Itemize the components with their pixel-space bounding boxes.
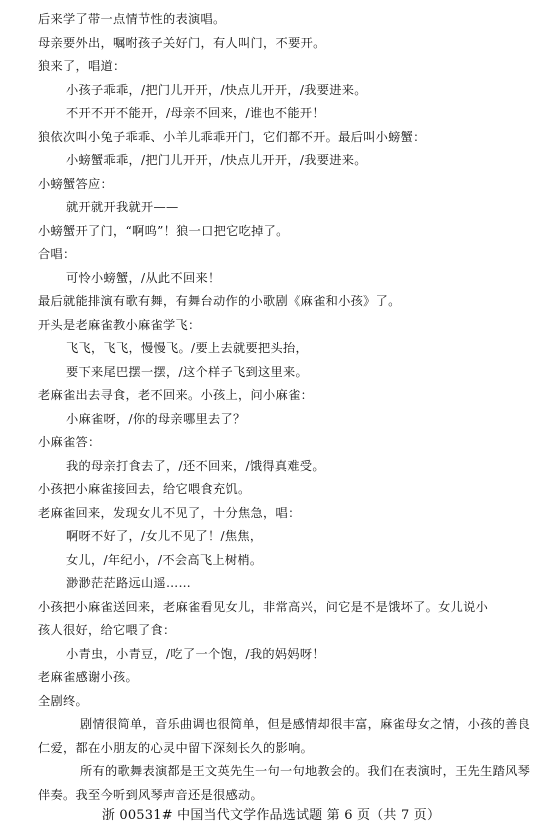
text-line: 小螃蟹答应： bbox=[38, 176, 114, 191]
text-line: 孩人很好，给它喂了食： bbox=[38, 623, 176, 637]
text-line: 就开就开我就开—— bbox=[66, 200, 179, 214]
text-line: 所有的歌舞表演都是王文英先生一句一句地教会的。我们在表演时，王先生踏风琴 bbox=[80, 764, 531, 778]
text-line: 小麻雀答： bbox=[38, 435, 101, 449]
text-line: 合唱： bbox=[38, 247, 76, 261]
text-line: 老麻雀回来，发现女儿不见了，十分焦急，唱： bbox=[38, 505, 301, 520]
text-line: 小螃蟹乖乖，/把门儿开开，/快点儿开开，/我要进来。 bbox=[66, 153, 367, 167]
text-line: 剧情很简单，音乐曲调也很简单，但是感情却很丰富，麻雀母女之情，小孩的善良 bbox=[80, 717, 531, 731]
text-body bbox=[0, 8, 542, 807]
text-line: 伴奏。我至今听到风琴声音还是很感动。 bbox=[38, 787, 264, 802]
text-line: 全剧终。 bbox=[38, 693, 89, 708]
text-line: 小青虫，小青豆，/吃了一个饱，/我的妈妈呀！ bbox=[66, 646, 325, 661]
text-line: 小孩子乖乖，/把门儿开开，/快点儿开开，/我要进来。 bbox=[66, 82, 367, 97]
text-line: 小孩把小麻雀送回来，老麻雀看见女儿，非常高兴，问它是不是饿坏了。女儿说小 bbox=[38, 599, 489, 614]
page-footer: 浙 00531# 中国当代文学作品选试题 第 6 页（共 7 页） bbox=[101, 808, 441, 823]
text-line: 母亲要外出，嘱咐孩子关好门，有人叫门，不要开。 bbox=[38, 35, 326, 50]
text-line: 女儿，/年纪小，/不会高飞上树梢。 bbox=[66, 552, 263, 567]
text-line: 渺渺茫茫路远山遥…… bbox=[66, 576, 192, 590]
text-line: 老麻雀出去寻食，老不回来。小孩上，问小麻雀： bbox=[38, 388, 314, 402]
text-line: 仁爱，都在小朋友的心灵中留下深刻长久的影响。 bbox=[38, 740, 314, 755]
text-line: 啊呀不好了，/女儿不见了！/焦焦， bbox=[66, 529, 263, 543]
text-line: 不开不开不能开，/母亲不回来，/谁也不能开！ bbox=[66, 106, 325, 120]
text-line: 可怜小螃蟹，/从此不回来！ bbox=[66, 270, 221, 285]
text-line: 小螃蟹开了门，“啊呜”！狼一口把它吃掉了。 bbox=[38, 223, 289, 238]
text-line: 狼来了，唱道： bbox=[38, 59, 126, 73]
text-line: 开头是老麻雀教小麻雀学飞： bbox=[38, 317, 201, 332]
text-line: 要下来尾巴摆一摆，/这个样子飞到这里来。 bbox=[66, 364, 308, 379]
text-line: 狼依次叫小兔子乖乖、小羊儿乖乖开门，它们都不开。最后叫小螃蟹： bbox=[38, 129, 426, 144]
text-line: 老麻雀感谢小孩。 bbox=[38, 670, 139, 684]
text-line: 小孩把小麻雀接回去，给它喂食充饥。 bbox=[38, 482, 251, 496]
text-line: 飞飞，飞飞，慢慢飞。/要上去就要把头抬， bbox=[66, 341, 308, 355]
text-line: 我的母亲打食去了，/还不回来，/饿得真难受。 bbox=[66, 458, 325, 473]
text-line: 后来学了带一点情节性的表演唱。 bbox=[38, 12, 226, 26]
text-line: 最后就能排演有歌有舞，有舞台动作的小歌剧《麻雀和小孩》了。 bbox=[38, 294, 401, 308]
text-line: 小麻雀呀，/你的母亲哪里去了？ bbox=[66, 411, 246, 426]
